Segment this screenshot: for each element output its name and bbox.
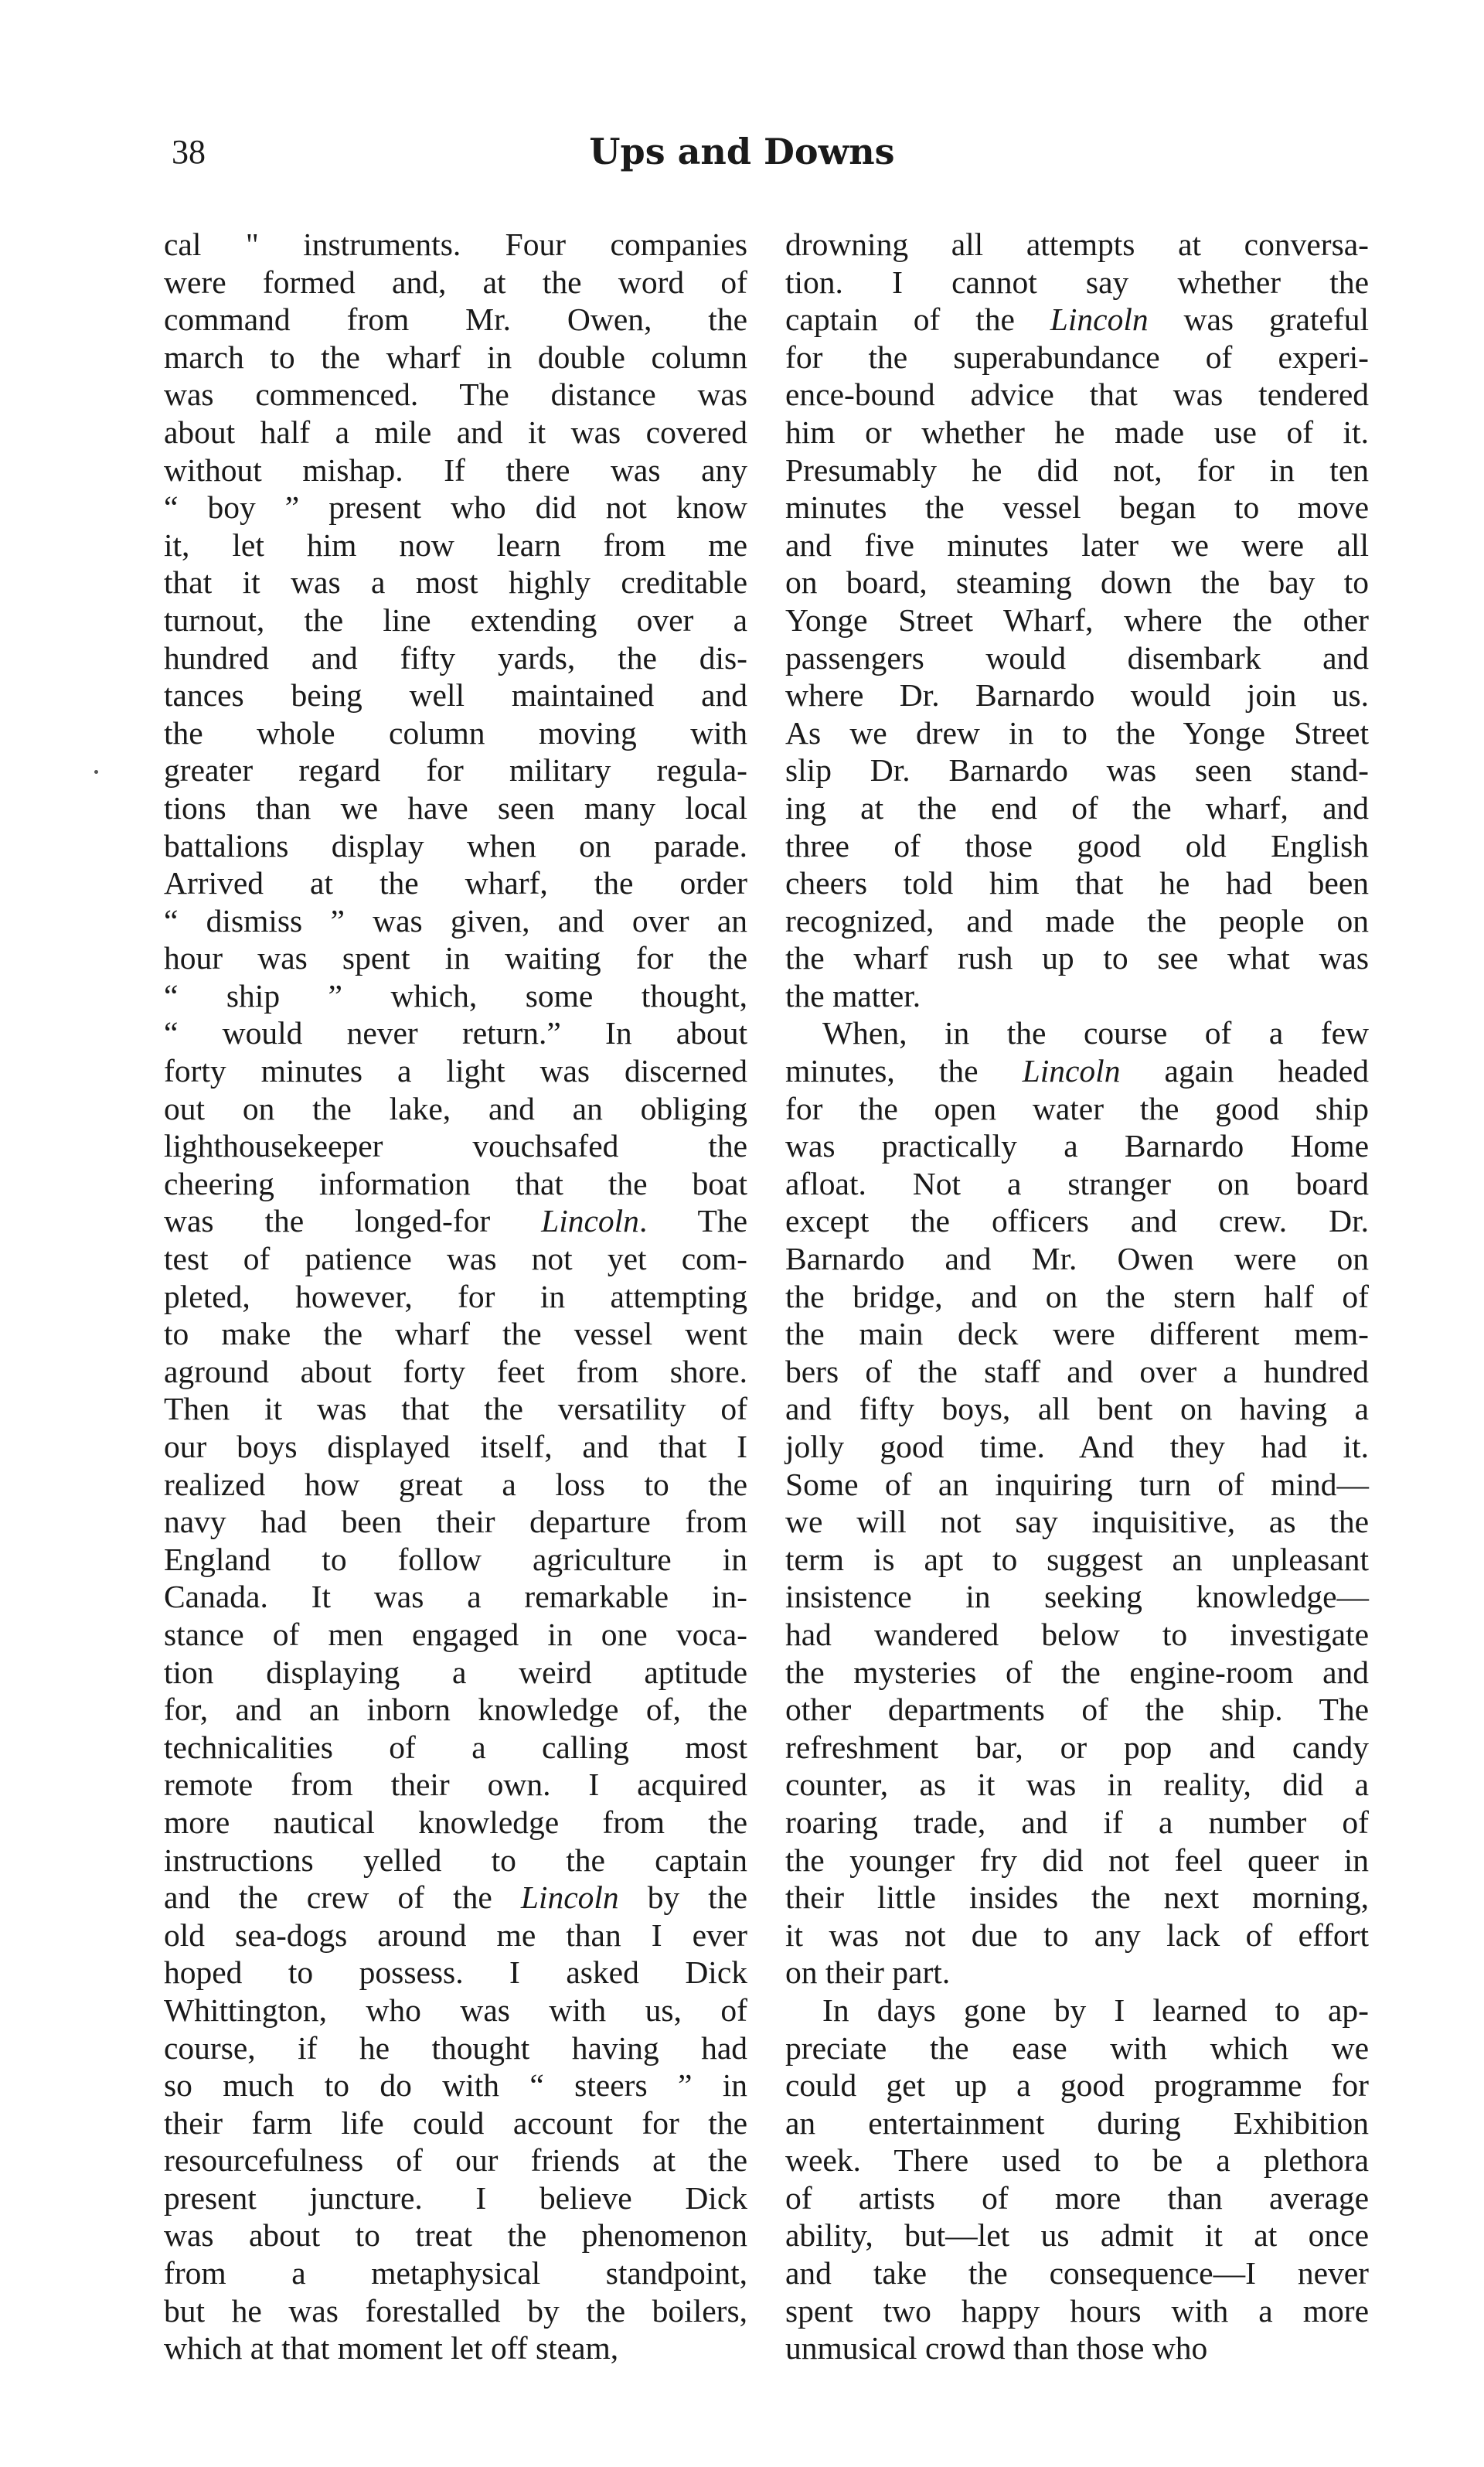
text-line: tances being well maintained and [164,677,747,714]
text-line: their little insides the next morning, [785,1879,1369,1916]
text-line: the younger fry did not feel queer in [785,1842,1369,1878]
text-line: minutes the vessel began to move [785,489,1369,526]
text-line: refreshment bar, or pop and candy [785,1729,1369,1765]
text-line: slip Dr. Barnardo was seen stand- [785,752,1369,789]
text-line: forty minutes a light was discerned [164,1053,747,1089]
text-line: Presumably he did not, for in ten [785,451,1369,488]
text-line: “ dismiss ” was given, and over an [164,902,747,939]
text-line: tion displaying a weird aptitude [164,1654,747,1690]
text-line: of artists of more than average [785,2179,1369,2216]
text-line: turnout, the line extending over a [164,601,747,638]
text-line: the matter. [785,977,921,1014]
text-line: him or whether he made use of it. [785,414,1369,450]
text-line: more nautical knowledge from the [164,1804,747,1840]
text-line: counter, as it was in reality, did a [785,1767,1369,1803]
text-line: our boys displayed itself, and that I [164,1429,747,1464]
text-line: resourcefulness of our friends at the [164,2142,747,2179]
text-line: recognized, and made the people on [785,902,1369,939]
text-line: and take the consequence—I never [785,2255,1369,2292]
text-line: except the officers and crew. Dr. [785,1203,1369,1239]
text-line: hour was spent in waiting for the [164,940,747,976]
text-line: minutes, the Lincoln again headed [785,1053,1369,1089]
text-line: stance of men engaged in one voca- [164,1616,747,1652]
text-line: jolly good time. And they had it. [785,1429,1369,1464]
text-line: three of those good old English [785,827,1369,864]
text-line: was about to treat the phenomenon [164,2217,747,2254]
text-line: test of patience was not yet com- [164,1241,747,1277]
text-line: we will not say inquisitive, as the [785,1504,1369,1540]
text-line: greater regard for military regula- [164,752,747,789]
text-line: it was not due to any lack of effort [785,1917,1369,1953]
text-line: which at that moment let off steam, [164,2330,619,2366]
text-line: the wharf rush up to see what was [785,940,1369,976]
text-line: the whole column moving with [164,714,747,751]
text-line: the bridge, and on the stern half of [785,1278,1369,1314]
text-line: for the open water the good ship [785,1090,1369,1126]
text-line: afloat. Not a stranger on board [785,1165,1369,1201]
text-line: for, and an inborn knowledge of, the [164,1692,747,1728]
text-line: spent two happy hours with a more [785,2292,1369,2329]
text-line: navy had been their departure from [164,1504,747,1540]
page-number: 38 [172,133,206,171]
text-line: had wandered below to investigate [785,1616,1369,1652]
text-line: term is apt to suggest an unpleasant [785,1541,1369,1577]
text-line: cal " instruments. Four companies [164,227,747,262]
text-line: cheering information that the boat [164,1165,747,1201]
text-line: roaring trade, and if a number of [785,1804,1369,1840]
text-line: hoped to possess. I asked Dick [164,1954,747,1991]
text-line: about half a mile and it was covered [164,414,747,450]
text-line: could get up a good programme for [785,2067,1369,2104]
text-line: drowning all attempts at conversa- [785,227,1369,262]
left-text-column [164,226,747,2367]
text-line: “ boy ” present who did not know [164,489,747,526]
text-line: was commenced. The distance was [164,377,747,413]
text-line: technicalities of a calling most [164,1729,747,1765]
text-line: instructions yelled to the captain [164,1842,747,1878]
text-line: Canada. It was a remarkable in- [164,1579,747,1615]
text-line: Barnardo and Mr. Owen were on [785,1241,1369,1277]
running-header: Ups and Downs [589,131,895,172]
text-line: pleted, however, for in attempting [164,1278,747,1314]
text-line: their farm life could account for the [164,2104,747,2141]
text-line: battalions display when on parade. [164,827,747,864]
text-line: preciate the ease with which we [785,2029,1369,2066]
text-line: aground about forty feet from shore. [164,1353,747,1389]
text-line: Some of an inquiring turn of mind— [785,1466,1369,1502]
text-line: passengers would disembark and [785,639,1369,676]
text-line: on board, steaming down the bay to [785,564,1369,601]
text-line: bers of the staff and over a hundred [785,1353,1369,1389]
text-line: out on the lake, and an obliging [164,1090,747,1126]
text-line: ing at the end of the wharf, and [785,789,1369,826]
text-line: on their part. [785,1954,951,1991]
text-line: realized how great a loss to the [164,1466,747,1502]
text-line: were formed and, at the word of [164,264,747,300]
text-line: so much to do with “ steers ” in [164,2067,747,2104]
text-line: was practically a Barnardo Home [785,1128,1369,1164]
text-line: old sea-dogs around me than I ever [164,1917,747,1953]
text-line: week. There used to be a plethora [785,2142,1369,2179]
text-line: an entertainment during Exhibition [785,2104,1369,2141]
text-line: lighthousekeeper vouchsafed the [164,1128,747,1164]
text-line: ence-bound advice that was tendered [785,377,1369,413]
text-line: “ would never return.” In about [164,1015,747,1051]
right-text-column [785,226,1369,2367]
text-line: the mysteries of the engine-room and [785,1654,1369,1690]
text-line: tion. I cannot say whether the [785,264,1369,300]
text-line: course, if he thought having had [164,2029,747,2066]
text-line: that it was a most highly creditable [164,564,747,601]
text-line: where Dr. Barnardo would join us. [785,677,1369,714]
text-line: Then it was that the versatility of [164,1391,747,1427]
text-line: was the longed-for Lincoln. The [164,1203,747,1239]
text-line: the main deck were different mem- [785,1316,1369,1352]
text-line: England to follow agriculture in [164,1541,747,1577]
text-line: Whittington, who was with us, of [164,1992,747,2028]
text-line: In days gone by I learned to ap- [822,1992,1369,2028]
text-line: insistence in seeking knowledge— [785,1579,1369,1615]
text-line: “ ship ” which, some thought, [164,977,747,1014]
text-line: to make the wharf the vessel went [164,1316,747,1352]
text-line: march to the wharf in double column [164,339,747,375]
text-line: and fifty boys, all bent on having a [785,1391,1369,1427]
text-line: from a metaphysical standpoint, [164,2255,747,2292]
text-line: When, in the course of a few [822,1015,1369,1051]
text-line: ability, but—let us admit it at once [785,2217,1369,2254]
text-line: tions than we have seen many local [164,789,747,826]
text-line: without mishap. If there was any [164,451,747,488]
text-line: other departments of the ship. The [785,1692,1369,1728]
text-line: and five minutes later we were all [785,526,1369,563]
text-line: present juncture. I believe Dick [164,2179,747,2216]
text-line: Arrived at the wharf, the order [164,865,747,901]
ink-speck [94,770,98,774]
text-line: hundred and fifty yards, the dis- [164,639,747,676]
text-line: captain of the Lincoln was grateful [785,302,1369,338]
text-line: As we drew in to the Yonge Street [785,714,1369,751]
text-line: command from Mr. Owen, the [164,302,747,338]
text-line: cheers told him that he had been [785,865,1369,901]
text-line: Yonge Street Wharf, where the other [785,601,1369,638]
text-line: it, let him now learn from me [164,526,747,563]
text-line: and the crew of the Lincoln by the [164,1879,747,1916]
text-line: for the superabundance of experi- [785,339,1369,375]
text-line: unmusical crowd than those who [785,2330,1208,2366]
text-line: but he was forestalled by the boilers, [164,2292,747,2329]
text-line: remote from their own. I acquired [164,1767,747,1803]
